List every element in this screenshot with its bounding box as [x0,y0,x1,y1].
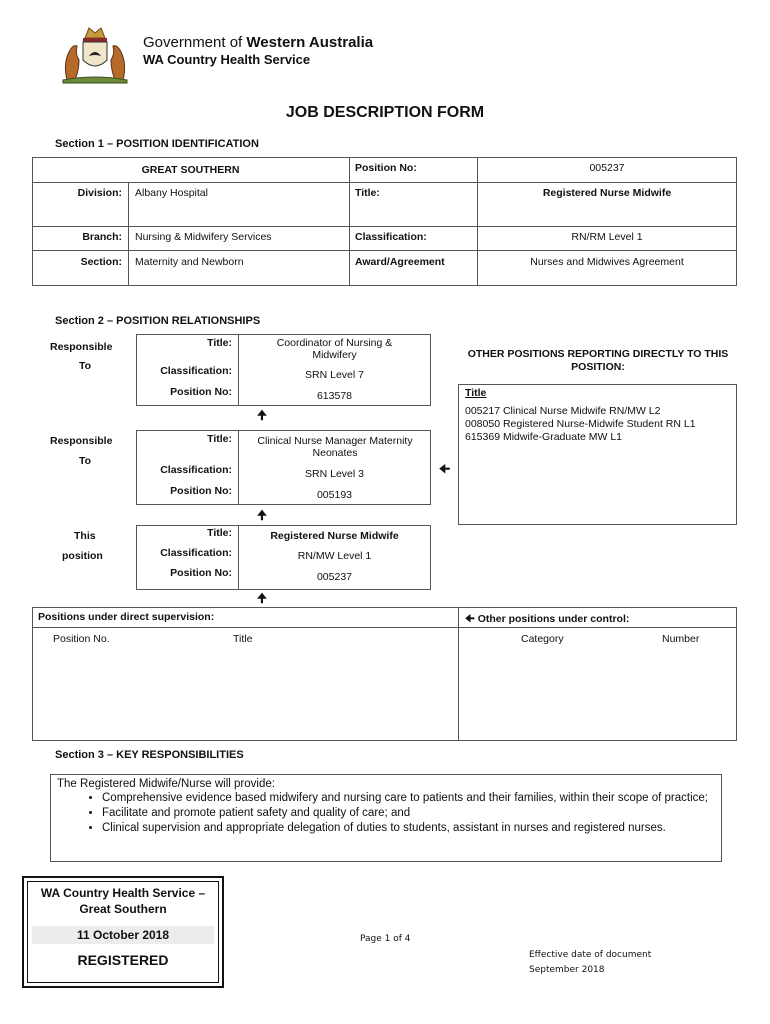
box2-posno-label: Position No: [170,485,232,497]
arrow-up-icon: 🠉 [257,508,267,522]
stamp-status: REGISTERED [77,952,169,968]
effective-date-label: Effective date of document [529,950,652,960]
title-label: Title: [355,187,380,199]
supervision-heading: Positions under direct supervision: [38,611,215,623]
responsibility-item: • Clinical supervision and appropriate delegation of duties to students, assistant in nurses and registered nurses. [102,821,715,836]
division-value: Albany Hospital [135,187,208,199]
responsibility-item: • Facilitate and promote patient safety and quality of care; and [102,806,715,821]
other-position-item-3: 615369 Midwife-Graduate MW L1 [465,431,622,443]
wa-coat-of-arms-icon [55,24,135,84]
this-position-label-b: position [62,550,103,562]
section2-heading: Section 2 – POSITION RELATIONSHIPS [55,315,261,327]
other-position-item-1: 005217 Clinical Nurse Midwife RN/MW L2 [465,405,661,417]
government-name: Western Australia [246,34,374,51]
other-position-item-2: 008050 Registered Nurse-Midwife Student RN L1 [465,418,696,430]
box2-title-value: Clinical Nurse Manager Maternity Neonates [257,435,413,459]
classification-value: RN/RM Level 1 [571,231,643,243]
box2-class-label: Classification: [160,464,232,476]
box1-title-label: Title: [207,337,232,349]
control-heading-row [465,611,629,629]
classification-label: Classification: [355,231,427,243]
arrow-up-icon: 🠉 [257,591,267,605]
service-name: WA Country Health Service [143,52,311,67]
box3-posno-value: 005237 [316,571,353,583]
box3-title-label: Title: [207,527,232,539]
box1-class-label: Classification: [160,365,232,377]
control-col-number: Number [662,633,700,645]
box3-class-label: Classification: [160,547,232,559]
responsibilities-list [57,791,715,836]
region-cell: GREAT SOUTHERN [141,164,240,176]
box1-posno-value: 613578 [316,390,353,402]
responsible-to-label-2b: To [79,455,92,467]
stamp-date: 11 October 2018 [32,926,214,944]
division-label: Division: [77,187,122,199]
other-positions-heading: OTHER POSITIONS REPORTING DIRECTLY TO THIS POSITION: [467,348,729,373]
box3-posno-label: Position No: [170,567,232,579]
control-col-category: Category [521,633,564,645]
box2-posno-value: 005193 [316,489,353,501]
responsible-to-label-2a: Responsible [50,435,113,447]
position-no-label: Position No: [355,162,417,174]
stamp-line-1: WA Country Health Service – [40,886,206,900]
section-value: Maternity and Newborn [135,256,244,268]
box3-class-value: RN/MW Level 1 [297,550,372,562]
award-label: Award/Agreement [355,256,445,268]
registration-stamp [22,876,224,988]
arrow-left-icon: 🠈 [465,613,475,625]
box1-title-value: Coordinator of Nursing & Midwifery [276,337,393,361]
section1-heading: Section 1 – POSITION IDENTIFICATION [55,138,259,150]
position-no-value: 005237 [589,162,625,174]
effective-date-value: September 2018 [529,965,605,975]
arrow-left-icon: 🠈 [439,462,451,476]
supervision-col-position-no: Position No. [53,633,110,645]
box3-title-value: Registered Nurse Midwife [270,530,399,542]
branch-label: Branch: [82,231,122,243]
other-positions-title-header: Title [465,387,487,399]
government-prefix: Government of [143,34,247,51]
branch-value: Nursing & Midwifery Services [135,231,272,243]
responsibilities-intro: The Registered Midwife/Nurse will provide: [57,778,275,790]
this-position-label-a: This [74,530,96,542]
award-value: Nurses and Midwives Agreement [530,256,684,268]
box1-class-value: SRN Level 7 [305,369,364,381]
box2-class-value: SRN Level 3 [305,468,364,480]
responsibility-item: • Comprehensive evidence based midwifery and nursing care to patients and their families, within their scope of practice; [102,791,715,806]
responsible-to-label-1a: Responsible [50,341,113,353]
control-heading: Other positions under control: [477,613,630,625]
responsible-to-label-1b: To [79,360,92,372]
page-title: JOB DESCRIPTION FORM [285,104,485,121]
box1-posno-label: Position No: [170,386,232,398]
responsibilities-box [50,774,722,862]
title-value: Registered Nurse Midwife [542,187,672,199]
arrow-up-icon: 🠉 [257,408,267,422]
section3-heading: Section 3 – KEY RESPONSIBILITIES [55,749,244,761]
page-number: Page 1 of 4 [360,934,411,944]
section-label: Section: [80,256,122,268]
supervision-col-title: Title [233,633,253,645]
box2-title-label: Title: [207,433,232,445]
stamp-line-2: Great Southern [79,902,167,916]
